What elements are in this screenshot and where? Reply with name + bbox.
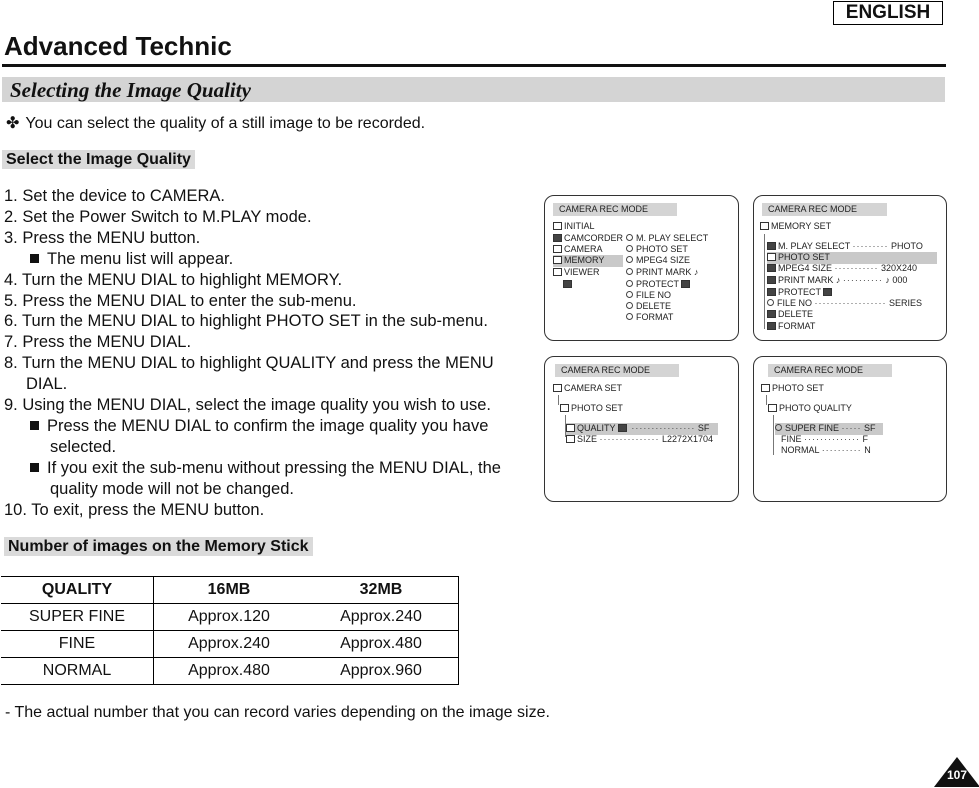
step-bullet: If you exit the sub-menu without pressing the MENU DIAL, the — [4, 458, 514, 479]
menu-screen-1 — [544, 195, 739, 341]
music-note-icon: ♪ — [885, 275, 890, 285]
menu-item: VIEWER — [553, 267, 600, 279]
camera-icon — [553, 245, 562, 253]
table-cell: FINE — [1, 631, 154, 658]
step-bullet: The menu list will appear. — [4, 249, 514, 270]
menu-subtitle: PHOTO SET — [560, 403, 623, 415]
page-number: 107 — [946, 768, 968, 782]
menu-screen-3 — [544, 356, 739, 502]
step-continuation: quality mode will not be changed. — [50, 479, 294, 498]
step-bullet: Press the MENU DIAL to confirm the image quality you have — [4, 416, 514, 437]
section-title: Selecting the Image Quality — [10, 78, 251, 102]
capacity-table — [1, 576, 459, 685]
subsection-heading-quality: Select the Image Quality — [2, 151, 195, 169]
tree-line — [766, 395, 767, 405]
menu-item: PROTECT — [767, 287, 937, 299]
menu-item: PRINT MARK ♪ ·········· ♪ 000 — [767, 275, 937, 287]
table-cell: Approx.960 — [304, 658, 459, 685]
music-note-icon: ♪ — [693, 267, 699, 277]
folder-icon — [768, 404, 777, 412]
step-continuation: selected. — [50, 437, 117, 456]
title-divider — [2, 64, 946, 67]
menu-item: FORMAT — [767, 321, 815, 333]
screen-header: CAMERA REC MODE — [553, 203, 677, 216]
submenu-item: PRINT MARK ♪ — [626, 267, 698, 279]
submenu-item: PROTECT — [626, 279, 692, 291]
step: 7. Press the MENU DIAL. — [4, 333, 192, 352]
step: 2. Set the Power Switch to M.PLAY mode. — [4, 207, 312, 226]
menu-icon — [553, 222, 562, 230]
menu-item: CAMERA — [553, 244, 603, 256]
table-row — [1, 631, 459, 658]
steps-list — [4, 186, 514, 521]
table-row — [1, 604, 459, 631]
table-cell: Approx.120 — [188, 608, 270, 625]
menu-subtitle: PHOTO QUALITY — [768, 403, 852, 415]
screen-header: CAMERA REC MODE — [768, 364, 892, 377]
footnote: - The actual number that you can record varies depending on the image size. — [5, 704, 550, 721]
quality-icon — [618, 424, 627, 432]
menu-screen-2 — [753, 195, 947, 341]
tree-line — [558, 395, 559, 405]
step: 8. Turn the MENU DIAL to highlight QUALITY and press the MENU — [4, 354, 494, 373]
lock-icon — [823, 288, 832, 296]
submenu-item: PHOTO SET — [626, 244, 688, 256]
square-bullet-icon — [30, 254, 39, 263]
menu-item-selected: SUPER FINE ····· SF — [775, 423, 883, 435]
screen-header: CAMERA REC MODE — [555, 364, 679, 377]
menu-item-selected: QUALITY ················ SF — [566, 423, 718, 435]
menu-item: FILE NO ·················· SERIES — [767, 298, 937, 310]
chapter-title: Advanced Technic — [4, 31, 232, 61]
menu-title: PHOTO SET — [761, 383, 824, 395]
table-header-row — [1, 577, 459, 604]
menu-title: MEMORY SET — [760, 221, 831, 233]
folder-icon — [761, 384, 770, 392]
mode-icon — [563, 279, 574, 291]
menu-screen-4 — [753, 356, 947, 502]
subsection-heading-memory: Number of images on the Memory Stick — [4, 538, 313, 556]
menu-title: CAMERA SET — [553, 383, 622, 395]
folder-icon — [760, 222, 769, 230]
submenu-item: FORMAT — [626, 312, 673, 324]
table-cell: NORMAL — [1, 658, 154, 685]
step: 6. Turn the MENU DIAL to highlight PHOTO SET in the sub-menu. — [4, 312, 488, 331]
intro-line — [6, 113, 425, 133]
camcorder-icon — [553, 234, 562, 242]
menu-item: M. PLAY SELECT ········· PHOTO — [767, 241, 937, 253]
square-bullet-icon — [30, 463, 39, 472]
table-cell: Approx.240 — [188, 635, 270, 652]
section-title-bar — [2, 77, 945, 102]
table-cell: Approx.480 — [304, 631, 459, 658]
table-header: QUALITY — [1, 577, 154, 604]
table-row — [1, 658, 459, 685]
intro-text: You can select the quality of a still image to be recorded. — [25, 115, 426, 132]
square-bullet-icon — [30, 421, 39, 430]
menu-item: FINE ·············· F — [781, 434, 869, 444]
tree-line — [764, 234, 765, 329]
step: 10. To exit, press the MENU button. — [4, 500, 265, 519]
menu-item: SIZE ··············· L2272X1704 — [566, 434, 718, 446]
table-cell: Approx.480 — [188, 662, 270, 679]
step: 5. Press the MENU DIAL to enter the sub-menu. — [4, 291, 357, 310]
menu-item-selected: MEMORY — [553, 255, 623, 267]
menu-item: MPEG4 SIZE ··········· 320X240 — [767, 263, 937, 275]
viewer-icon — [553, 268, 562, 276]
language-tag: ENGLISH — [833, 1, 943, 25]
step: 9. Using the MENU DIAL, select the image quality you wish to use. — [4, 396, 491, 415]
submenu-item: MPEG4 SIZE — [626, 255, 690, 267]
step: 1. Set the device to CAMERA. — [4, 187, 226, 205]
menu-item-selected: PHOTO SET — [767, 252, 937, 264]
table-cell: SUPER FINE — [1, 604, 154, 631]
folder-icon — [560, 404, 569, 412]
memory-icon — [553, 256, 562, 264]
menu-item: NORMAL ·········· N — [781, 445, 871, 455]
submenu-item: M. PLAY SELECT — [626, 233, 708, 245]
table-header: 16MB — [207, 581, 251, 598]
step: 4. Turn the MENU DIAL to highlight MEMORY. — [4, 270, 343, 289]
folder-icon — [553, 384, 562, 392]
menu-item: CAMCORDER — [553, 233, 623, 245]
submenu-item: DELETE — [626, 301, 671, 313]
lock-icon — [681, 280, 690, 288]
step-continuation: DIAL. — [26, 375, 68, 394]
menu-item: DELETE — [767, 309, 813, 321]
tree-line — [773, 415, 774, 455]
menu-item: INITIAL — [553, 221, 595, 233]
table-cell: Approx.240 — [304, 604, 459, 631]
submenu-item: FILE NO — [626, 290, 671, 302]
table-header: 32MB — [304, 577, 459, 604]
step: 3. Press the MENU button. — [4, 228, 201, 247]
screen-header: CAMERA REC MODE — [762, 203, 887, 216]
music-note-icon: ♪ — [835, 275, 841, 285]
intro-bullet-icon: ✤ — [6, 115, 20, 132]
